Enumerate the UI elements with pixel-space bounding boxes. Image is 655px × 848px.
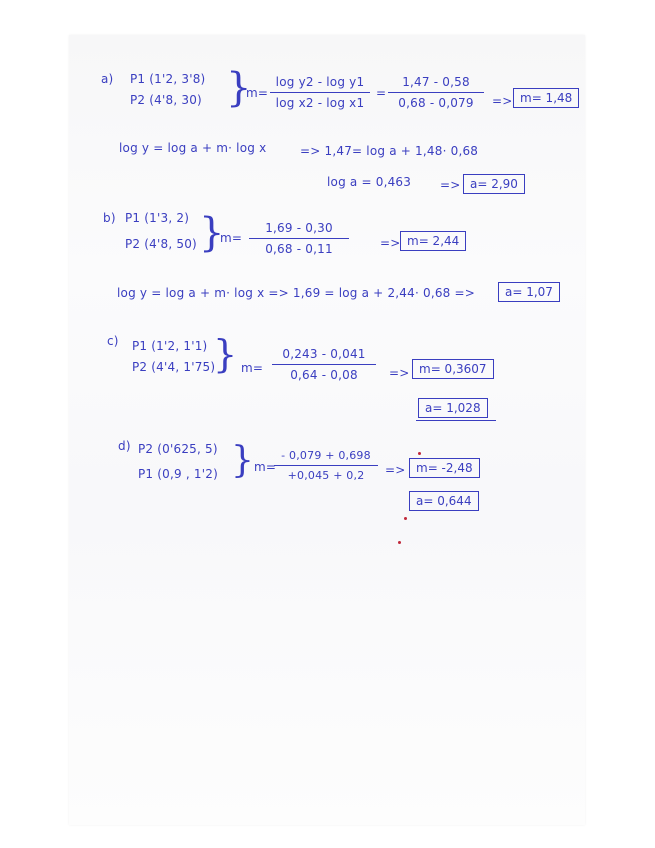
part-a-equation-line-1: log y = log a + m· log x: [119, 141, 267, 155]
part-a-arrow: =>: [492, 94, 513, 108]
part-a-m-result-box: m= 1,48: [513, 88, 579, 108]
part-a-fraction-1-numerator: log y2 - log y1: [275, 75, 365, 89]
part-c-label: c): [107, 334, 119, 348]
part-b-m-result-box: m= 2,44: [400, 231, 466, 251]
fraction-bar: [270, 92, 370, 93]
pen-mark-dot: [398, 541, 401, 544]
part-b-point-1: P1 (1'3, 2): [125, 211, 190, 225]
part-c-point-1: P1 (1'2, 1'1): [132, 339, 208, 353]
part-d-a-result-box: a= 0,644: [409, 491, 479, 511]
pen-mark-dot: [404, 517, 407, 520]
part-c-underline: [416, 420, 496, 421]
fraction-bar: [272, 364, 376, 365]
part-d-arrow: =>: [385, 463, 406, 477]
part-a-point-2: P2 (4'8, 30): [130, 93, 202, 107]
part-a-fraction-2-numerator: 1,47 - 0,58: [402, 75, 470, 89]
part-d-point-1: P2 (0'625, 5): [138, 442, 218, 456]
part-c-brace: }: [213, 332, 238, 376]
part-a-arrow-2: =>: [440, 178, 461, 192]
part-a-equation-line-1b: => 1,47= log a + 1,48· 0,68: [300, 144, 479, 158]
part-d-fraction-numerator: - 0,079 + 0,698: [281, 449, 371, 462]
part-b-label: b): [103, 211, 116, 225]
part-a-equals: =: [376, 86, 387, 100]
part-b-fraction-denominator: 0,68 - 0,11: [265, 242, 333, 256]
part-b-fraction-numerator: 1,69 - 0,30: [265, 221, 333, 235]
part-c-a-result-box: a= 1,028: [418, 398, 488, 418]
part-d-fraction-denominator: +0,045 + 0,2: [287, 469, 365, 482]
part-b-brace: }: [199, 210, 225, 256]
part-b-point-2: P2 (4'8, 50): [125, 237, 197, 251]
fraction-bar: [388, 92, 484, 93]
fraction-bar: [249, 238, 349, 239]
part-b-arrow: =>: [380, 236, 401, 250]
part-c-fraction-numerator: 0,243 - 0,041: [282, 347, 366, 361]
part-c-fraction-denominator: 0,64 - 0,08: [290, 368, 358, 382]
part-a-fraction-2: [388, 76, 484, 109]
part-b-fraction: [249, 222, 349, 255]
fraction-bar: [274, 465, 378, 466]
part-b-equation-line: log y = log a + m· log x => 1,69 = log a + 2,44· 0,68 =>: [117, 286, 476, 300]
part-a-point-1: P1 (1'2, 3'8): [130, 72, 206, 86]
part-c-m-label: m=: [241, 361, 264, 375]
part-a-label: a): [101, 72, 114, 86]
part-d-m-result-box: m= -2,48: [409, 458, 480, 478]
part-a-fraction-1: [270, 76, 370, 109]
part-a-fraction-1-denominator: log x2 - log x1: [275, 96, 365, 110]
part-a-equation-line-2: log a = 0,463: [327, 175, 412, 189]
part-d-brace: }: [231, 440, 254, 481]
part-c-arrow: =>: [389, 366, 410, 380]
part-d-label: d): [118, 439, 131, 453]
part-c-point-2: P2 (4'4, 1'75): [132, 360, 216, 374]
part-a-fraction-2-denominator: 0,68 - 0,079: [398, 96, 474, 110]
pen-mark-dot: [418, 452, 421, 455]
part-b-a-result-box: a= 1,07: [498, 282, 560, 302]
part-b-m-label: m=: [220, 231, 243, 245]
part-a-a-result-box: a= 2,90: [463, 174, 525, 194]
part-c-fraction: [272, 348, 376, 381]
part-a-m-label: m=: [246, 86, 269, 100]
part-c-m-result-box: m= 0,3607: [412, 359, 494, 379]
part-d-m-label: m=: [254, 460, 277, 474]
part-a-brace: }: [226, 65, 252, 111]
part-d-point-2: P1 (0,9 , 1'2): [138, 467, 218, 481]
part-d-fraction: [274, 450, 378, 481]
